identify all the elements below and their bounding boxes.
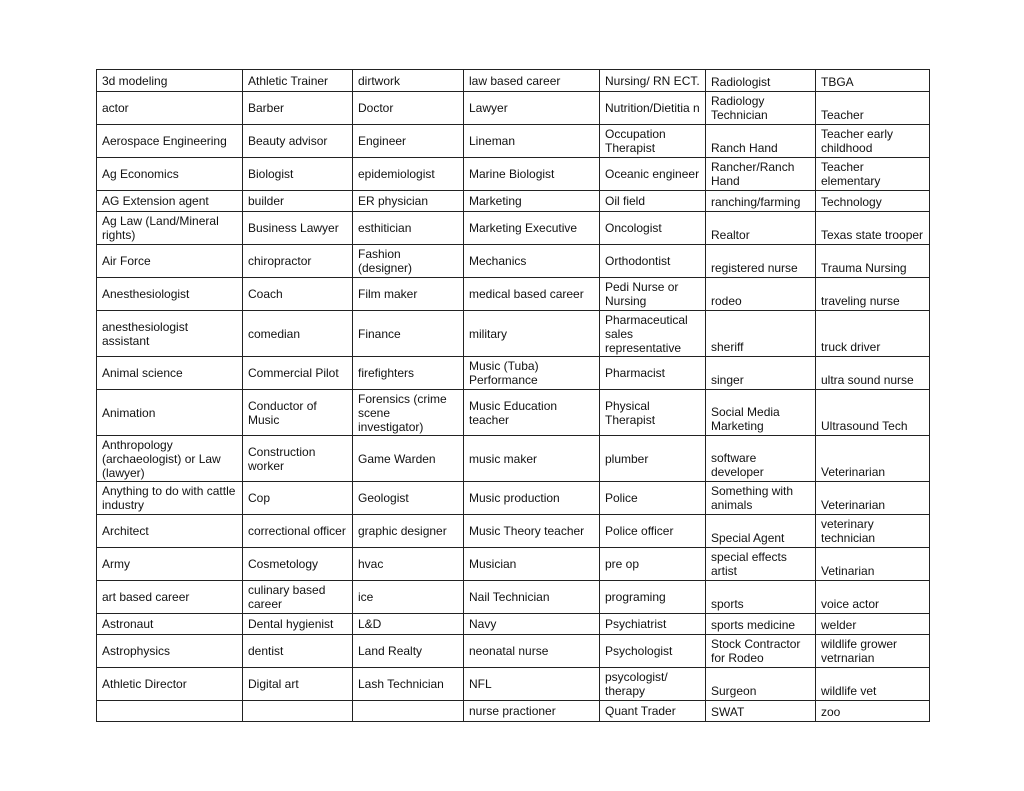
table-cell: Surgeon bbox=[706, 668, 816, 701]
table-cell: Nutrition/Dietitia n bbox=[600, 92, 706, 125]
table-row bbox=[97, 92, 930, 125]
table-cell: Construction worker bbox=[243, 436, 353, 482]
table-cell bbox=[97, 701, 243, 722]
table-cell: Anything to do with cattle industry bbox=[97, 482, 243, 515]
table-cell: Music (Tuba) Performance bbox=[464, 357, 600, 390]
table-cell: traveling nurse bbox=[816, 278, 930, 311]
table-row bbox=[97, 311, 930, 357]
table-cell: military bbox=[464, 311, 600, 357]
table-cell: programing bbox=[600, 581, 706, 614]
table-cell: Music production bbox=[464, 482, 600, 515]
table-cell: Astronaut bbox=[97, 614, 243, 635]
table-cell: Animation bbox=[97, 390, 243, 436]
table-cell: Ag Economics bbox=[97, 158, 243, 191]
table-cell: dirtwork bbox=[353, 70, 464, 92]
table-cell: voice actor bbox=[816, 581, 930, 614]
table-cell: dentist bbox=[243, 635, 353, 668]
table-cell: 3d modeling bbox=[97, 70, 243, 92]
table-cell: ER physician bbox=[353, 191, 464, 212]
table-row bbox=[97, 70, 930, 92]
table-cell: Music Theory teacher bbox=[464, 515, 600, 548]
table-cell: AG Extension agent bbox=[97, 191, 243, 212]
table-cell: Game Warden bbox=[353, 436, 464, 482]
table-cell: Nursing/ RN ECT. bbox=[600, 70, 706, 92]
career-list-sheet bbox=[96, 69, 930, 722]
table-cell: hvac bbox=[353, 548, 464, 581]
table-cell: firefighters bbox=[353, 357, 464, 390]
table-cell: Film maker bbox=[353, 278, 464, 311]
table-cell: music maker bbox=[464, 436, 600, 482]
table-cell: Digital art bbox=[243, 668, 353, 701]
table-cell: Special Agent bbox=[706, 515, 816, 548]
table-cell: Finance bbox=[353, 311, 464, 357]
table-cell: Forensics (crime scene investigator) bbox=[353, 390, 464, 436]
table-cell: correctional officer bbox=[243, 515, 353, 548]
table-cell: Teacher bbox=[816, 92, 930, 125]
table-row bbox=[97, 436, 930, 482]
table-cell: Lineman bbox=[464, 125, 600, 158]
table-cell: ranching/farming bbox=[706, 191, 816, 212]
table-cell: psycologist/ therapy bbox=[600, 668, 706, 701]
table-cell: Biologist bbox=[243, 158, 353, 191]
table-cell: medical based career bbox=[464, 278, 600, 311]
table-cell: Marine Biologist bbox=[464, 158, 600, 191]
table-cell: welder bbox=[816, 614, 930, 635]
table-cell: Navy bbox=[464, 614, 600, 635]
table-cell: Radiology Technician bbox=[706, 92, 816, 125]
table-row bbox=[97, 635, 930, 668]
table-cell: neonatal nurse bbox=[464, 635, 600, 668]
table-cell: Anesthesiologist bbox=[97, 278, 243, 311]
table-cell: Ranch Hand bbox=[706, 125, 816, 158]
table-cell: Lawyer bbox=[464, 92, 600, 125]
table-cell: L&D bbox=[353, 614, 464, 635]
table-cell: esthitician bbox=[353, 212, 464, 245]
table-cell: sheriff bbox=[706, 311, 816, 357]
table-cell: art based career bbox=[97, 581, 243, 614]
table-cell: Anthropology (archaeologist) or Law (lawyer) bbox=[97, 436, 243, 482]
table-cell: Music Education teacher bbox=[464, 390, 600, 436]
table-row bbox=[97, 668, 930, 701]
table-cell: Psychiatrist bbox=[600, 614, 706, 635]
table-cell: sports medicine bbox=[706, 614, 816, 635]
table-cell: Land Realty bbox=[353, 635, 464, 668]
table-cell: Nail Technician bbox=[464, 581, 600, 614]
table-row bbox=[97, 278, 930, 311]
table-cell: Trauma Nursing bbox=[816, 245, 930, 278]
table-cell: Quant Trader bbox=[600, 701, 706, 722]
table-cell: Orthodontist bbox=[600, 245, 706, 278]
table-cell: Veterinarian bbox=[816, 482, 930, 515]
table-cell: Dental hygienist bbox=[243, 614, 353, 635]
table-cell: Something with animals bbox=[706, 482, 816, 515]
table-cell: Pedi Nurse or Nursing bbox=[600, 278, 706, 311]
table-cell: Coach bbox=[243, 278, 353, 311]
table-cell: anesthesiologist assistant bbox=[97, 311, 243, 357]
table-cell: Pharmaceutical sales representative bbox=[600, 311, 706, 357]
table-cell: Mechanics bbox=[464, 245, 600, 278]
table-cell: registered nurse bbox=[706, 245, 816, 278]
table-cell: Texas state trooper bbox=[816, 212, 930, 245]
table-cell bbox=[243, 701, 353, 722]
table-cell: Athletic Trainer bbox=[243, 70, 353, 92]
table-cell: nurse practioner bbox=[464, 701, 600, 722]
table-cell: Conductor of Music bbox=[243, 390, 353, 436]
table-row bbox=[97, 581, 930, 614]
table-cell: Stock Contractor for Rodeo bbox=[706, 635, 816, 668]
table-cell: truck driver bbox=[816, 311, 930, 357]
table-cell: actor bbox=[97, 92, 243, 125]
table-cell: Air Force bbox=[97, 245, 243, 278]
table-row bbox=[97, 191, 930, 212]
table-cell: ice bbox=[353, 581, 464, 614]
table-cell: Teacher early childhood bbox=[816, 125, 930, 158]
career-table bbox=[96, 69, 930, 722]
table-cell: Pharmacist bbox=[600, 357, 706, 390]
table-cell: builder bbox=[243, 191, 353, 212]
table-row bbox=[97, 125, 930, 158]
table-cell: special effects artist bbox=[706, 548, 816, 581]
table-cell: sports bbox=[706, 581, 816, 614]
table-cell: wildlife grower vetrnarian bbox=[816, 635, 930, 668]
table-cell: Geologist bbox=[353, 482, 464, 515]
table-cell: graphic designer bbox=[353, 515, 464, 548]
table-cell: Cosmetology bbox=[243, 548, 353, 581]
table-cell: Athletic Director bbox=[97, 668, 243, 701]
table-cell: Business Lawyer bbox=[243, 212, 353, 245]
table-row bbox=[97, 548, 930, 581]
table-cell: Fashion (designer) bbox=[353, 245, 464, 278]
table-row bbox=[97, 158, 930, 191]
table-cell: Physical Therapist bbox=[600, 390, 706, 436]
table-cell: Technology bbox=[816, 191, 930, 212]
table-cell: NFL bbox=[464, 668, 600, 701]
table-cell: culinary based career bbox=[243, 581, 353, 614]
table-cell: Marketing bbox=[464, 191, 600, 212]
table-row bbox=[97, 482, 930, 515]
table-cell: Police officer bbox=[600, 515, 706, 548]
table-cell: Engineer bbox=[353, 125, 464, 158]
table-row bbox=[97, 701, 930, 722]
table-cell: Oil field bbox=[600, 191, 706, 212]
table-cell: Oncologist bbox=[600, 212, 706, 245]
table-cell: Barber bbox=[243, 92, 353, 125]
table-cell: epidemiologist bbox=[353, 158, 464, 191]
table-cell: Ag Law (Land/Mineral rights) bbox=[97, 212, 243, 245]
table-cell: veterinary technician bbox=[816, 515, 930, 548]
table-cell: Social Media Marketing bbox=[706, 390, 816, 436]
table-cell: TBGA bbox=[816, 70, 930, 92]
table-cell: Aerospace Engineering bbox=[97, 125, 243, 158]
table-cell: comedian bbox=[243, 311, 353, 357]
table-cell: Army bbox=[97, 548, 243, 581]
table-cell: Psychologist bbox=[600, 635, 706, 668]
table-cell: Doctor bbox=[353, 92, 464, 125]
table-cell: ultra sound nurse bbox=[816, 357, 930, 390]
table-cell: Occupation Therapist bbox=[600, 125, 706, 158]
table-row bbox=[97, 614, 930, 635]
table-row bbox=[97, 212, 930, 245]
table-cell: Astrophysics bbox=[97, 635, 243, 668]
table-cell: Marketing Executive bbox=[464, 212, 600, 245]
table-cell: Musician bbox=[464, 548, 600, 581]
table-cell: singer bbox=[706, 357, 816, 390]
table-row bbox=[97, 357, 930, 390]
table-cell: Animal science bbox=[97, 357, 243, 390]
table-cell: rodeo bbox=[706, 278, 816, 311]
table-cell: Teacher elementary bbox=[816, 158, 930, 191]
table-cell: Realtor bbox=[706, 212, 816, 245]
table-cell: software developer bbox=[706, 436, 816, 482]
table-row bbox=[97, 245, 930, 278]
table-row bbox=[97, 515, 930, 548]
table-cell: zoo bbox=[816, 701, 930, 722]
table-cell: plumber bbox=[600, 436, 706, 482]
table-cell: Police bbox=[600, 482, 706, 515]
table-cell: law based career bbox=[464, 70, 600, 92]
career-table-body bbox=[97, 70, 930, 722]
table-row bbox=[97, 390, 930, 436]
table-cell: Lash Technician bbox=[353, 668, 464, 701]
table-cell: pre op bbox=[600, 548, 706, 581]
table-cell: Architect bbox=[97, 515, 243, 548]
table-cell: chiropractor bbox=[243, 245, 353, 278]
table-cell: Radiologist bbox=[706, 70, 816, 92]
table-cell: Ultrasound Tech bbox=[816, 390, 930, 436]
table-cell bbox=[353, 701, 464, 722]
table-cell: Oceanic engineer bbox=[600, 158, 706, 191]
table-cell: SWAT bbox=[706, 701, 816, 722]
table-cell: Cop bbox=[243, 482, 353, 515]
table-cell: Beauty advisor bbox=[243, 125, 353, 158]
table-cell: Veterinarian bbox=[816, 436, 930, 482]
table-cell: Commercial Pilot bbox=[243, 357, 353, 390]
table-cell: wildlife vet bbox=[816, 668, 930, 701]
table-cell: Rancher/Ranch Hand bbox=[706, 158, 816, 191]
table-cell: Vetinarian bbox=[816, 548, 930, 581]
